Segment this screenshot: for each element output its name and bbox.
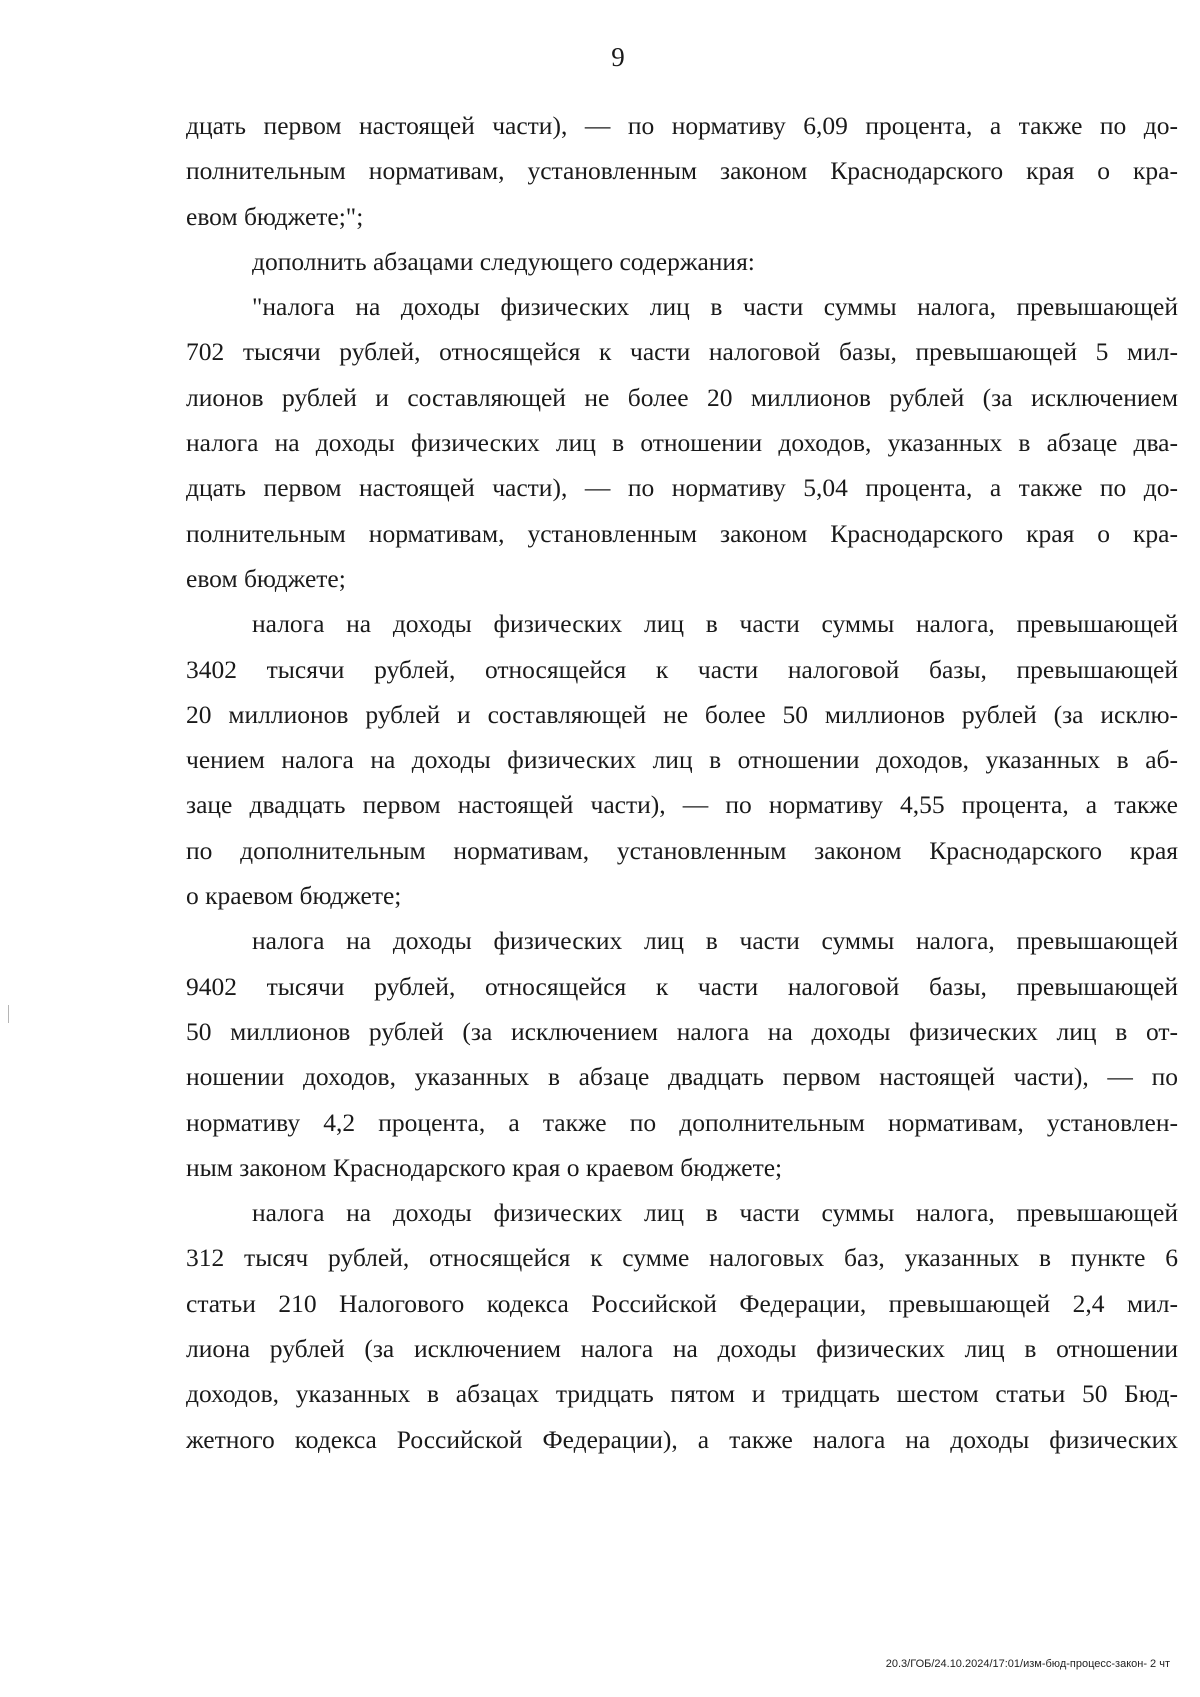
text-line: жетного кодекса Российской Федерации), а также налога на доходы физических (186, 1424, 1178, 1454)
text-line: лиона рублей (за исключением налога на доходы физических лиц в отношении (186, 1334, 1178, 1364)
text-line: 702 тысячи рублей, относящейся к части налоговой базы, превышающей 5 мил- (186, 337, 1178, 367)
text-line: 9402 тысячи рублей, относящейся к части налоговой базы, превышающей (186, 971, 1178, 1001)
document-body (186, 103, 1178, 1462)
text-line: дцать первом настоящей части), — по нормативу 6,09 процента, а также по до- (186, 111, 1178, 140)
text-line: доходов, указанных в абзацах тридцать пятом и тридцать шестом статьи 50 Бюд- (186, 1379, 1178, 1409)
text-line: ным законом Краснодарского края о краевом бюджете; (186, 1152, 783, 1182)
text-line: 3402 тысячи рублей, относящейся к части налоговой базы, превышающей (186, 654, 1178, 684)
text-line: евом бюджете; (186, 563, 346, 593)
text-line: налога на доходы физических лиц в отношении доходов, указанных в абзаце два- (186, 428, 1178, 458)
paragraph-start: налога на доходы физических лиц в части суммы налога, превышающей (252, 926, 1178, 956)
text-line: евом бюджете;"; (186, 201, 364, 231)
text-line: 20 миллионов рублей и составляющей не более 50 миллионов рублей (за исклю- (186, 699, 1178, 729)
text-line: заце двадцать первом настоящей части), — по нормативу 4,55 процента, а также (186, 790, 1178, 820)
text-line: полнительным нормативам, установленным законом Краснодарского края о кра- (186, 518, 1178, 548)
text-line: нормативу 4,2 процента, а также по дополнительным нормативам, установлен- (186, 1107, 1178, 1137)
text-line: полнительным нормативам, установленным законом Краснодарского края о кра- (186, 156, 1178, 186)
text-line: статьи 210 Налогового кодекса Российской Федерации, превышающей 2,4 мил- (186, 1288, 1178, 1318)
paragraph-start: дополнить абзацами следующего содержания: (252, 246, 755, 276)
text-line: 312 тысяч рублей, относящейся к сумме налоговых баз, указанных в пункте 6 (186, 1243, 1178, 1273)
text-line: о краевом бюджете; (186, 881, 402, 911)
paragraph-start: "налога на доходы физических лиц в части суммы налога, превышающей (252, 292, 1178, 322)
paragraph-start: налога на доходы физических лиц в части суммы налога, превышающей (252, 1198, 1178, 1228)
text-line: ношении доходов, указанных в абзаце двадцать первом настоящей части), — по (186, 1062, 1178, 1092)
document-footer-code: 20.3/ГОБ/24.10.2024/17:01/изм-бюд-процесс-закон- 2 чт (885, 1658, 1170, 1670)
text-line: 50 миллионов рублей (за исключением налога на доходы физических лиц в от- (186, 1016, 1178, 1046)
page-number: 9 (611, 42, 625, 72)
scan-binding-mark (8, 1005, 9, 1023)
text-line: дцать первом настоящей части), — по нормативу 5,04 процента, а также по до- (186, 473, 1178, 503)
text-line: лионов рублей и составляющей не более 20 миллионов рублей (за исключением (186, 382, 1178, 412)
text-line: по дополнительным нормативам, установленным законом Краснодарского края (186, 835, 1178, 865)
paragraph-start: налога на доходы физических лиц в части суммы налога, превышающей (252, 609, 1178, 639)
text-line: чением налога на доходы физических лиц в отношении доходов, указанных в аб- (186, 745, 1178, 775)
